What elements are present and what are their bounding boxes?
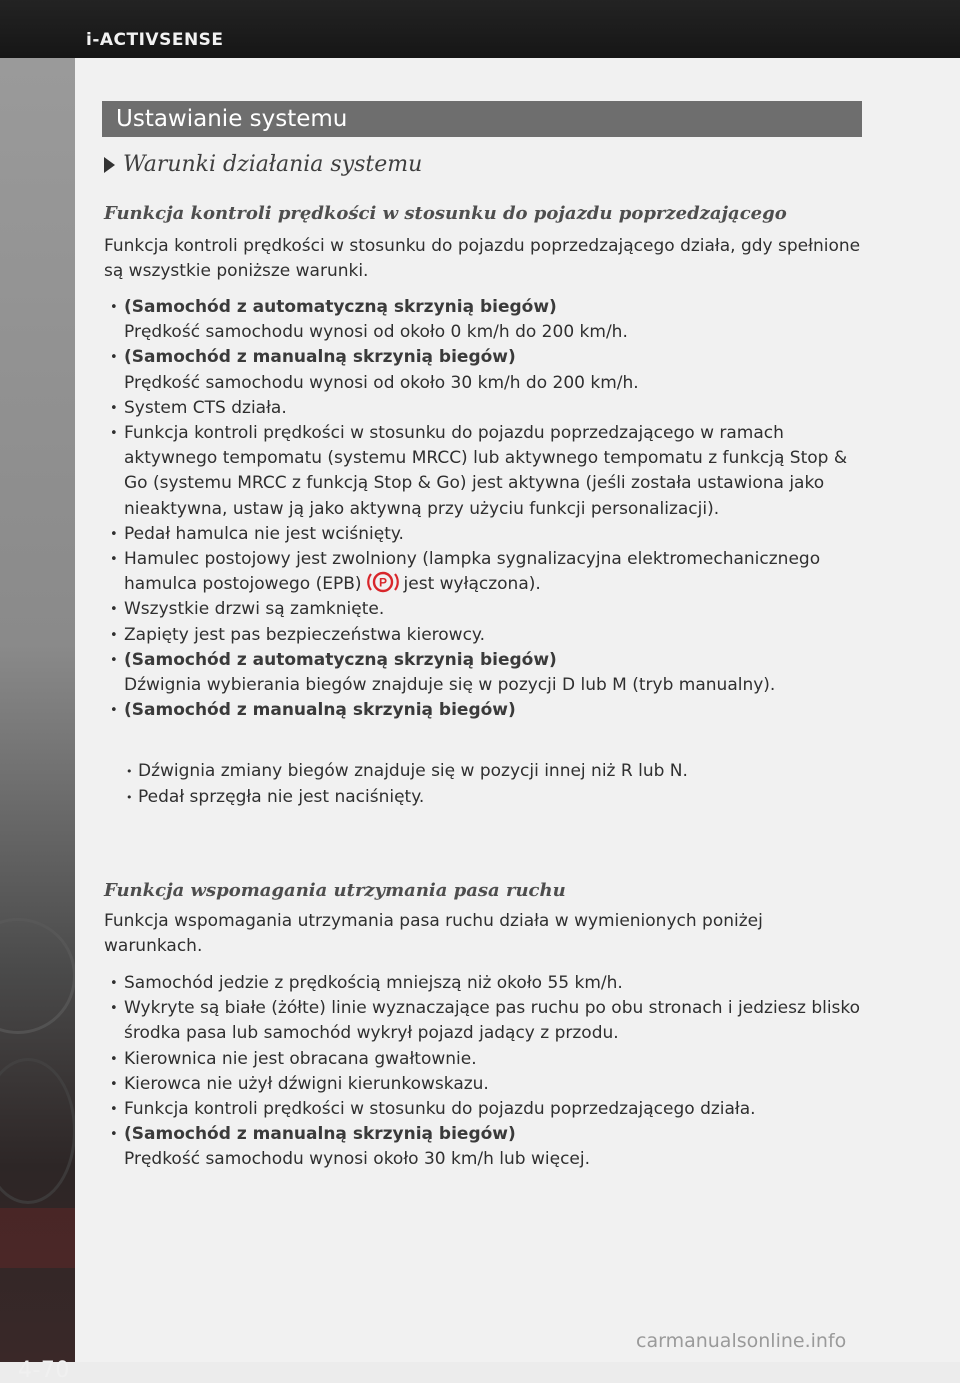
item-text: Wszystkie drzwi są zamknięte. <box>124 599 385 620</box>
list-item <box>110 698 870 723</box>
section2-title: Funkcja wspomagania utrzymania pasa ruchu <box>104 880 566 901</box>
list-item <box>110 1122 870 1172</box>
dashboard-decoration <box>0 1058 76 1204</box>
list-item <box>110 623 870 648</box>
epb-glyph: P <box>378 575 387 590</box>
condition-label: (Samochód z automatyczną skrzynią biegów) <box>124 649 557 670</box>
item-text: Funkcja kontroli prędkości w stosunku do pojazdu poprzedzającego działa. <box>124 1099 756 1120</box>
list-item <box>110 345 870 395</box>
list-item <box>110 421 870 522</box>
list-item <box>110 971 870 996</box>
item-text: Wykryte są białe (żółte) linie wyznaczające pas ruchu po obu stronach i jedziesz blisko środka pasa lub samochód wykrył pojazd jadący z przodu. <box>124 998 861 1044</box>
list-item <box>110 396 870 421</box>
top-header-bar <box>0 0 960 58</box>
condition-label: (Samochód z manualną skrzynią biegów) <box>124 1124 516 1145</box>
section-heading: Ustawianie systemu <box>102 101 862 137</box>
section-label: i-ACTIVSENSE <box>86 30 224 50</box>
watermark-text: carmanualsonline.info <box>636 1330 847 1352</box>
list-item <box>110 597 870 622</box>
section1-list <box>110 295 870 723</box>
subheading <box>104 152 422 177</box>
section1-title: Funkcja kontroli prędkości w stosunku do pojazdu poprzedzającego <box>104 203 787 224</box>
condition-label: (Samochód z manualną skrzynią biegów) <box>124 347 516 368</box>
parking-brake-warning-icon <box>366 570 400 594</box>
list-item <box>110 1072 870 1097</box>
arrow-marker-icon <box>104 157 115 173</box>
item-text: Prędkość samochodu wynosi około 30 km/h lub więcej. <box>124 1149 591 1170</box>
section2-list <box>110 971 870 1173</box>
sublist-item: • Pedał sprzęgła nie jest naciśnięty. <box>126 785 866 811</box>
subheading-text: Warunki działania systemu <box>123 152 423 177</box>
item-text: Dźwignia wybierania biegów znajduje się w pozycji D lub M (tryb manualny). <box>124 675 776 696</box>
section1-intro: Funkcja kontroli prędkości w stosunku do pojazdu poprzedzającego działa, gdy spełnione są wszystkie poniższe warunki. <box>104 236 861 281</box>
sublist-item: • Dźwignia zmiany biegów znajduje się w pozycji innej niż R lub N. <box>126 759 866 785</box>
section2-intro: Funkcja wspomagania utrzymania pasa ruchu działa w wymienionych poniżej warunkach. <box>104 911 763 956</box>
list-item <box>110 1047 870 1072</box>
list-item <box>110 996 870 1046</box>
item-text: System CTS działa. <box>124 397 287 418</box>
section1-sublist <box>126 759 866 810</box>
list-item <box>110 547 870 597</box>
condition-label: (Samochód z manualną skrzynią biegów) <box>124 700 516 721</box>
item-text: Prędkość samochodu wynosi od około 0 km/h do 200 km/h. <box>124 322 628 343</box>
item-text: Funkcja kontroli prędkości w stosunku do pojazdu poprzedzającego w ramach aktywnego tempomatu (systemu MRCC) lub aktywnego tempomatu z funkcją Stop & Go (systemu MRCC z funkcją Stop & Go) jest aktywna (jeśli została ustawiona jako nieaktywna, ustaw ją jako aktywną przy użyciu funkcji personalizacji). <box>124 423 848 519</box>
list-item <box>110 648 870 698</box>
side-photo-strip <box>0 58 75 1383</box>
item-text: Zapięty jest pas bezpieczeństwa kierowcy. <box>124 624 485 645</box>
list-item <box>110 295 870 345</box>
page-number: 4-70 <box>18 1358 70 1383</box>
list-item <box>110 522 870 547</box>
item-text: Prędkość samochodu wynosi od około 30 km/h do 200 km/h. <box>124 372 639 393</box>
item-text-after: jest wyłączona). <box>403 574 541 595</box>
item-text: Kierowca nie użył dźwigni kierunkowskazu. <box>124 1073 489 1094</box>
item-text: Hamulec postojowy jest zwolniony (lampka sygnalizacyjna elektromechanicznego hamulca postojowego (EPB) <box>124 549 821 595</box>
seat-decoration <box>0 1208 75 1268</box>
item-text: Samochód jedzie z prędkością mniejszą niż około 55 km/h. <box>124 973 623 993</box>
item-text: Kierownica nie jest obracana gwałtownie. <box>124 1048 477 1069</box>
steering-wheel-decoration <box>0 918 76 1034</box>
condition-label: (Samochód z automatyczną skrzynią biegów) <box>124 297 557 317</box>
item-text: Pedał hamulca nie jest wciśnięty. <box>124 523 404 544</box>
list-item <box>110 1097 870 1122</box>
